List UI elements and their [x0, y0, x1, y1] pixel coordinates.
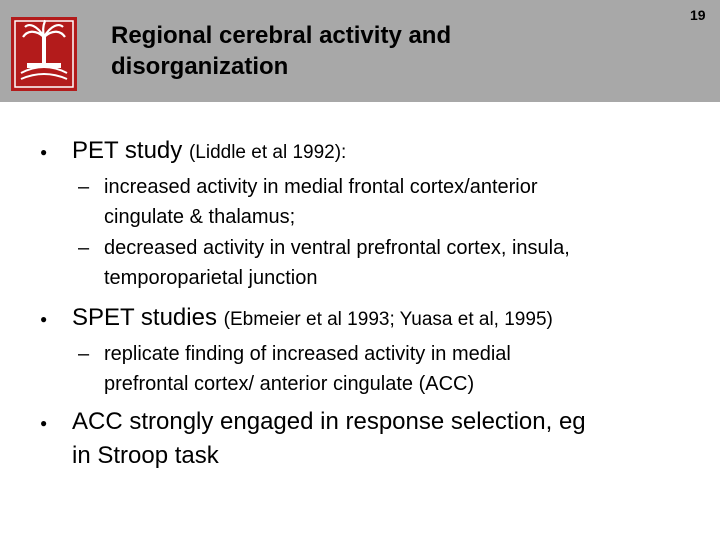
sub-bullet-line1: decreased activity in ventral prefrontal cortex, insula, [104, 237, 570, 259]
sub-bullet-line2: prefrontal cortex/ anterior cingulate (ACC) [104, 373, 475, 395]
bullet-main-text: PET study [72, 137, 183, 164]
slide-title [111, 20, 451, 82]
sub-bullet [78, 172, 694, 232]
bullet-dot-icon: ● [40, 145, 48, 159]
bullet-acc [40, 405, 712, 473]
bullet-main-text: SPET studies [72, 304, 217, 331]
bullet-pet-study [40, 134, 712, 170]
slide-title-line2: disorganization [111, 53, 289, 80]
dash-icon: – [78, 176, 90, 198]
sub-bullet-line2: temporoparietal junction [104, 267, 318, 289]
bullet-dot-icon: ● [40, 416, 48, 430]
university-logo [11, 17, 77, 91]
bullet-reference: (Ebmeier et al 1993; Yuasa et al, 1995) [223, 309, 553, 330]
sub-bullet-line1: replicate finding of increased activity in medial [104, 343, 511, 365]
dash-icon: – [78, 237, 90, 259]
bullet-dot-icon: ● [40, 312, 48, 326]
bullet-reference: (Liddle et al 1992): [188, 142, 347, 163]
bullet-line1: ACC strongly engaged in response selection, eg [72, 408, 586, 435]
title-bar [0, 0, 720, 102]
slide-number: 19 [690, 7, 706, 23]
bullet-line2: in Stroop task [72, 442, 219, 469]
sub-bullet [78, 233, 694, 293]
bullet-spet-studies [40, 301, 712, 337]
dash-icon: – [78, 343, 90, 365]
sub-bullet-line1: increased activity in medial frontal cortex/anterior [104, 176, 538, 198]
sub-bullet-line2: cingulate & thalamus; [104, 206, 296, 228]
slide-title-line1: Regional cerebral activity and [111, 22, 452, 49]
sub-bullet [78, 339, 694, 399]
